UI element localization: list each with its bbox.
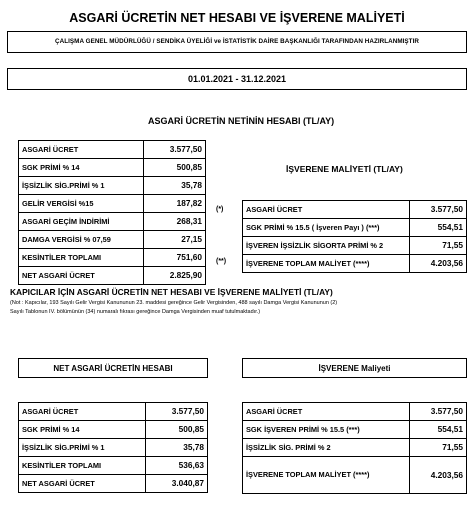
table-row: NET ASGARİ ÜCRET 3.040,87	[19, 475, 208, 493]
net2-title: NET ASGARİ ÜCRETİN HESABI	[53, 364, 173, 373]
table-row: İŞVEREN İŞSİZLİK SİGORTA PRİMİ % 2 71,55	[243, 237, 467, 255]
table-row: İŞSİZLİK SİG.PRİMİ % 1 35,78	[19, 439, 208, 457]
table-row: KESİNTİLER TOPLAMI 751,60	[19, 249, 206, 267]
table-row: KESİNTİLER TOPLAMI 536,63	[19, 457, 208, 475]
table-row: İŞVERENE TOPLAM MALİYET (****) 4.203,56	[243, 255, 467, 273]
table-row: SGK PRİMİ % 14 500,85	[19, 159, 206, 177]
table-row: SGK PRİMİ % 15.5 ( İşveren Payı ) (***) 554,51	[243, 219, 467, 237]
table-row: ASGARİ GEÇİM İNDİRİMİ 268,31	[19, 213, 206, 231]
employer-table	[242, 200, 467, 273]
table-row: İŞSİZLİK SİG.PRİMİ % 1 35,78	[19, 177, 206, 195]
table-row: ASGARİ ÜCRET 3.577,50	[243, 403, 467, 421]
table-row: SGK İŞVEREN PRİMİ % 15.5 (***) 554,51	[243, 421, 467, 439]
net-table	[18, 140, 206, 285]
employer-title: İŞVERENE MALİYETİ (TL/AY)	[286, 164, 403, 174]
net2-table	[18, 402, 208, 493]
page-subtitle: ÇALIŞMA GENEL MÜDÜRLÜĞÜ / SENDİKA ÜYELİĞİ ve İSTATİSTİK DAİRE BAŞKANLIĞI TARAFINDAN HAZIRLANMIŞTIR	[55, 38, 419, 45]
table-row: İŞVERENE TOPLAM MALİYET (****) 4.203,56	[243, 457, 467, 494]
table-row: ASGARİ ÜCRET 3.577,50	[19, 141, 206, 159]
net-footnote-mark: (**)	[216, 258, 227, 265]
workers-note-1: (Not : Kapıcılar, 193 Sayılı Gelir Vergisi Kanununun 23. maddesi gereğince Gelir Vergisinden, 488 sayılı Damga Vergisi Kanununun (2)	[10, 300, 338, 306]
table-row: DAMGA VERGİSİ % 07,59 27,15	[19, 231, 206, 249]
gelir-footnote-mark: (*)	[216, 206, 224, 213]
employer2-table	[242, 402, 467, 494]
table-row: NET ASGARİ ÜCRET 2.825,90	[19, 267, 206, 285]
workers-note-2: Sayılı Tablonun IV. bölümünün (34) numaralı fıkrası gereğince Damga Vergisinden muaf tutulmaktadır.)	[10, 309, 261, 315]
table-row: GELİR VERGİSİ %15 187,82	[19, 195, 206, 213]
table-row: ASGARİ ÜCRET 3.577,50	[243, 201, 467, 219]
table-row: ASGARİ ÜCRET 3.577,50	[19, 403, 208, 421]
period: 01.01.2021 - 31.12.2021	[187, 74, 287, 84]
page-title: ASGARİ ÜCRETİN NET HESABI VE İŞVERENE MALİYETİ	[69, 11, 405, 25]
table-row: İŞSİZLİK SİG. PRİMİ % 2 71,55	[243, 439, 467, 457]
table-row: SGK PRİMİ % 14 500,85	[19, 421, 208, 439]
employer2-title: İŞVERENE Maliyeti	[318, 364, 391, 373]
net-section-title: ASGARİ ÜCRETİN NETİNİN HESABI (TL/AY)	[148, 116, 335, 126]
workers-title: KAPICILAR İÇİN ASGARİ ÜCRETİN NET HESABI VE İŞVERENE MALİYETİ (TL/AY)	[10, 287, 333, 297]
